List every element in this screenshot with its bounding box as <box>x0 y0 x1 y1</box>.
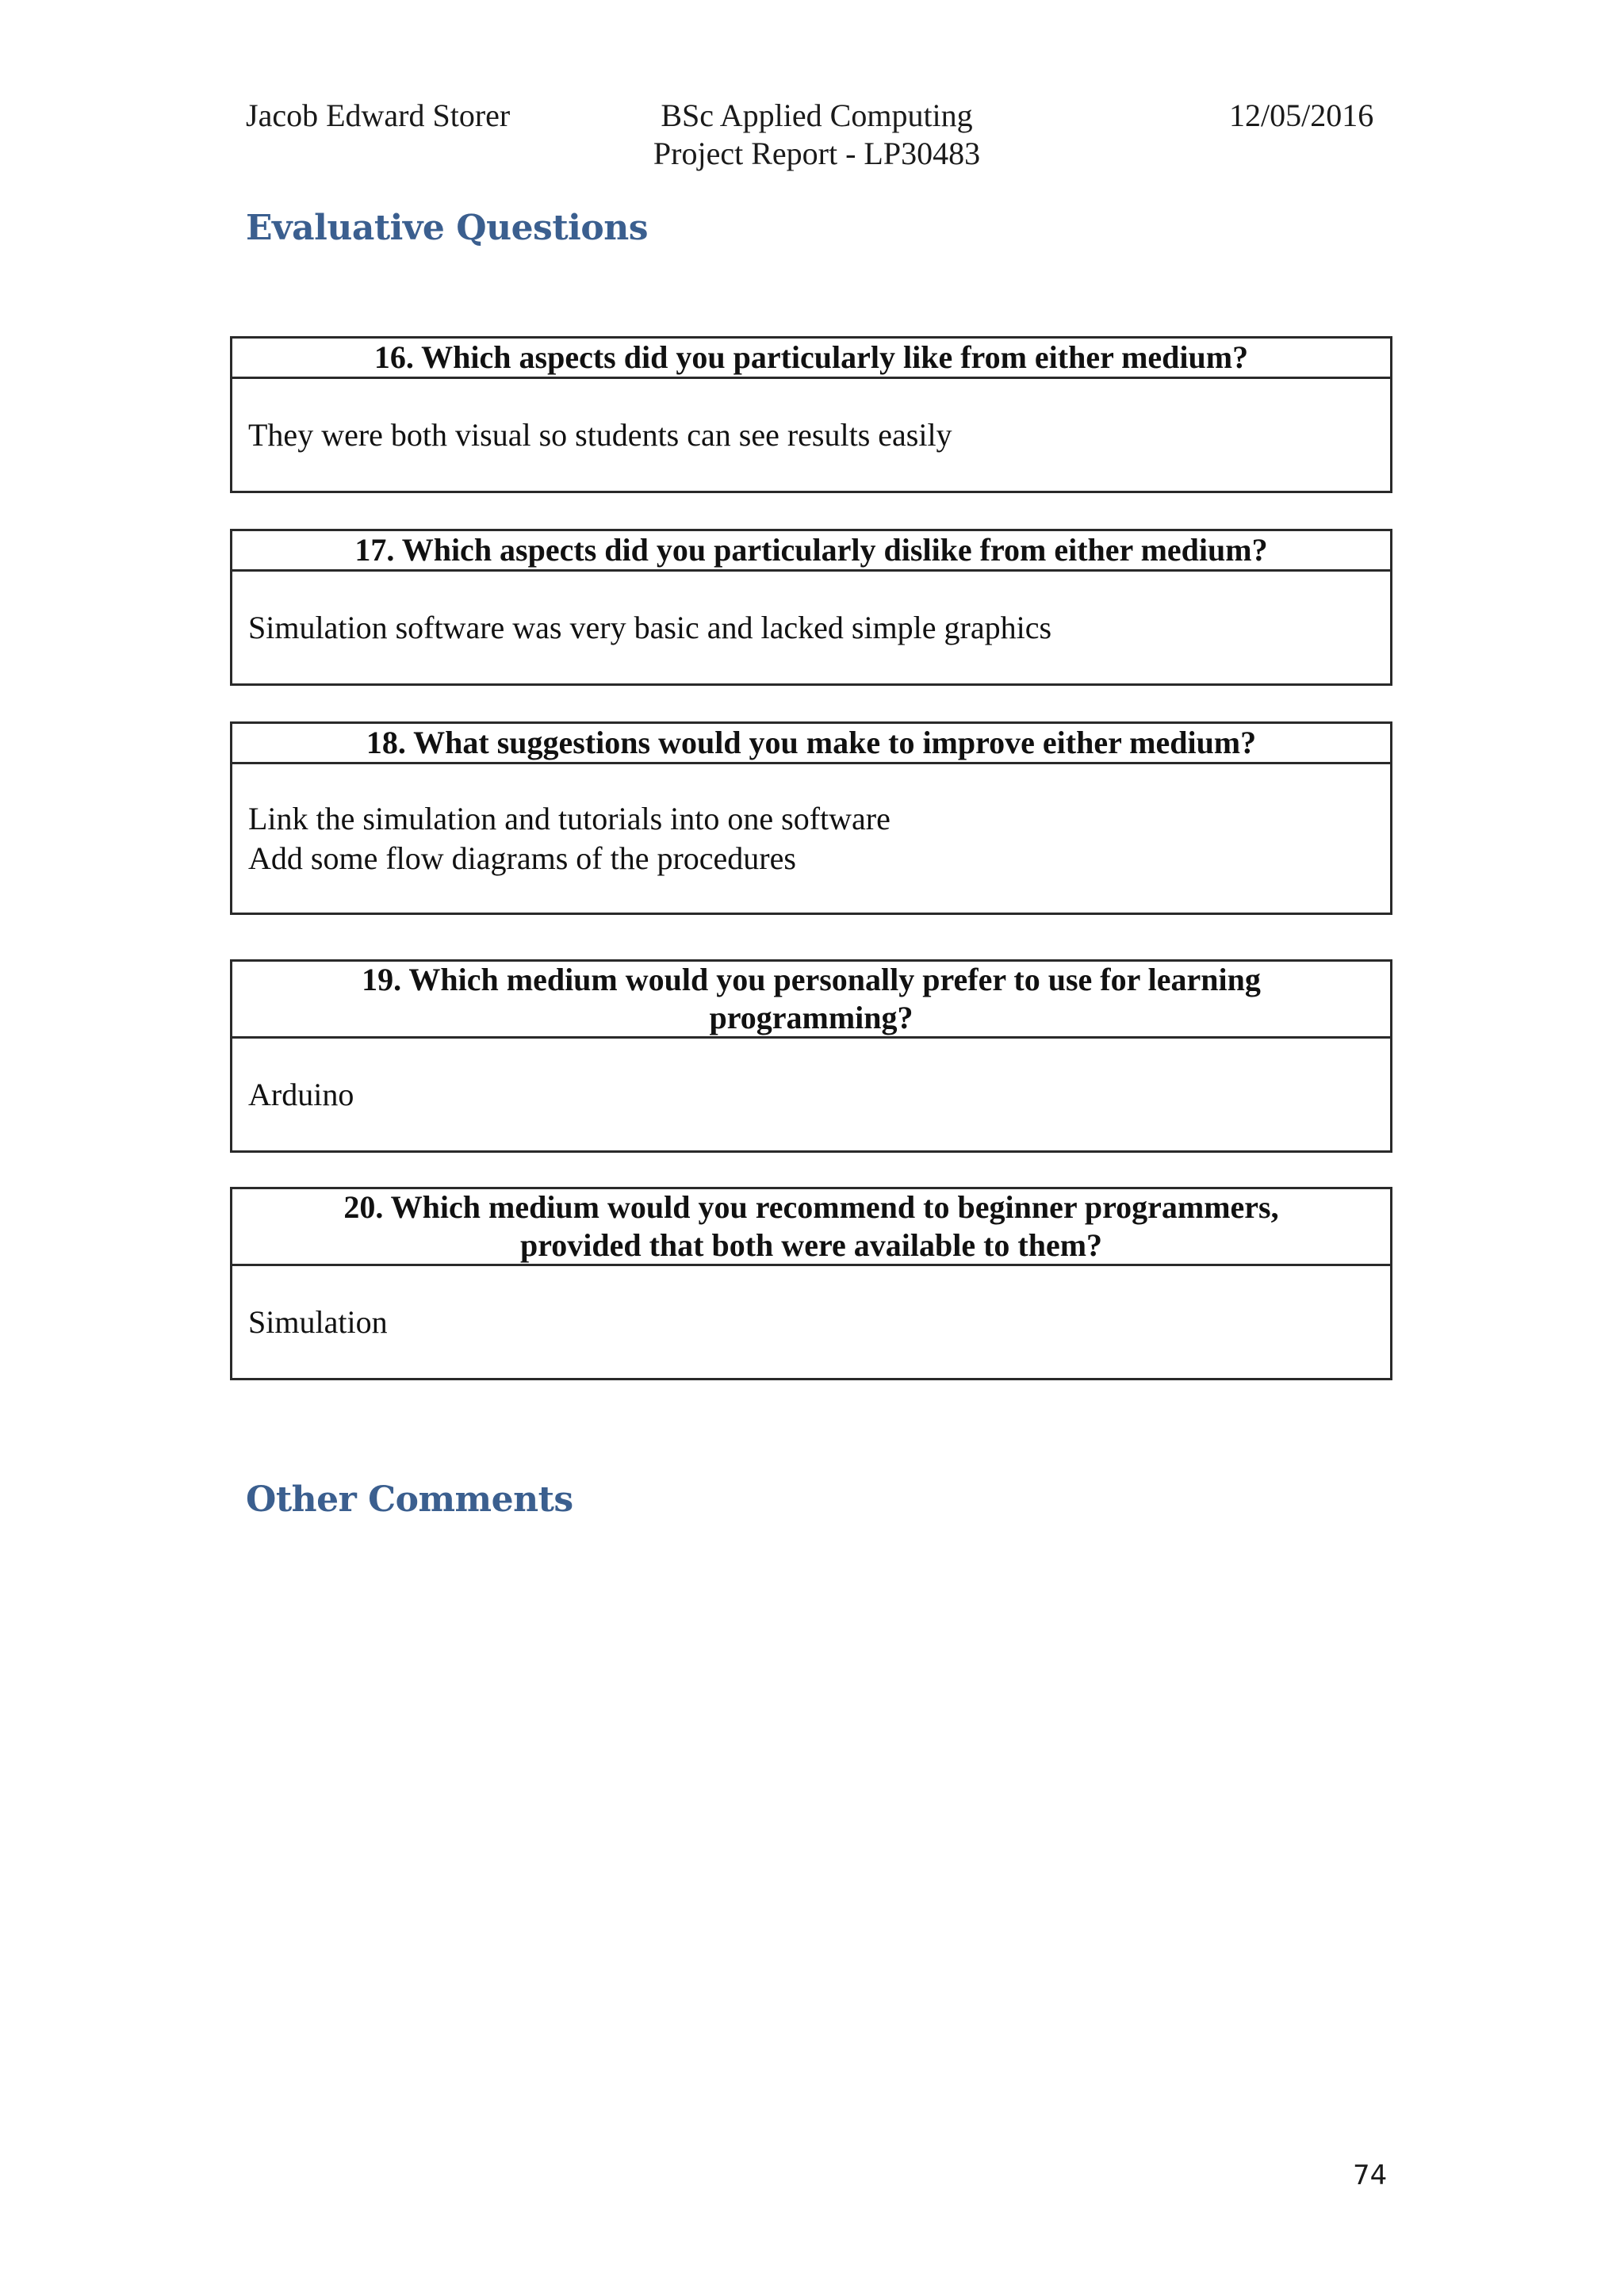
answer-line: Arduino <box>248 1076 354 1112</box>
section-heading-evaluative-questions: Evaluative Questions <box>246 208 648 248</box>
page-number: 74 <box>1353 2160 1388 2191</box>
answer-line: Add some flow diagrams of the procedures <box>248 840 796 876</box>
answer-line: Link the simulation and tutorials into one software <box>248 800 891 836</box>
answer-line: They were both visual so students can see results easily <box>248 416 952 453</box>
section-heading-other-comments: Other Comments <box>246 1479 573 1520</box>
question-answer <box>232 572 1390 683</box>
header-author: Jacob Edward Storer <box>246 98 511 133</box>
question-title: 19. Which medium would you personally prefer to use for learning programming? <box>232 962 1390 1039</box>
question-title: 20. Which medium would you recommend to beginner programmers, provided that both were available to them? <box>232 1189 1390 1266</box>
answer-line: Simulation software was very basic and lacked simple graphics <box>248 609 1052 645</box>
header-course-line1: BSc Applied Computing <box>661 98 973 133</box>
question-answer <box>232 764 1390 913</box>
question-answer <box>232 1266 1390 1378</box>
question-box-16 <box>230 336 1392 493</box>
header-date: 12/05/2016 <box>1229 98 1374 133</box>
question-title: 16. Which aspects did you particularly like from either medium? <box>232 339 1390 379</box>
question-title: 18. What suggestions would you make to improve either medium? <box>232 724 1390 764</box>
question-answer <box>232 1039 1390 1150</box>
question-title: 17. Which aspects did you particularly dislike from either medium? <box>232 531 1390 572</box>
header-course <box>619 97 1015 173</box>
header-course-line2: Project Report - LP30483 <box>653 136 981 171</box>
question-box-20 <box>230 1187 1392 1380</box>
question-box-19 <box>230 959 1392 1153</box>
question-box-18 <box>230 721 1392 915</box>
answer-line: Simulation <box>248 1303 388 1340</box>
question-answer <box>232 379 1390 491</box>
question-box-17 <box>230 529 1392 686</box>
